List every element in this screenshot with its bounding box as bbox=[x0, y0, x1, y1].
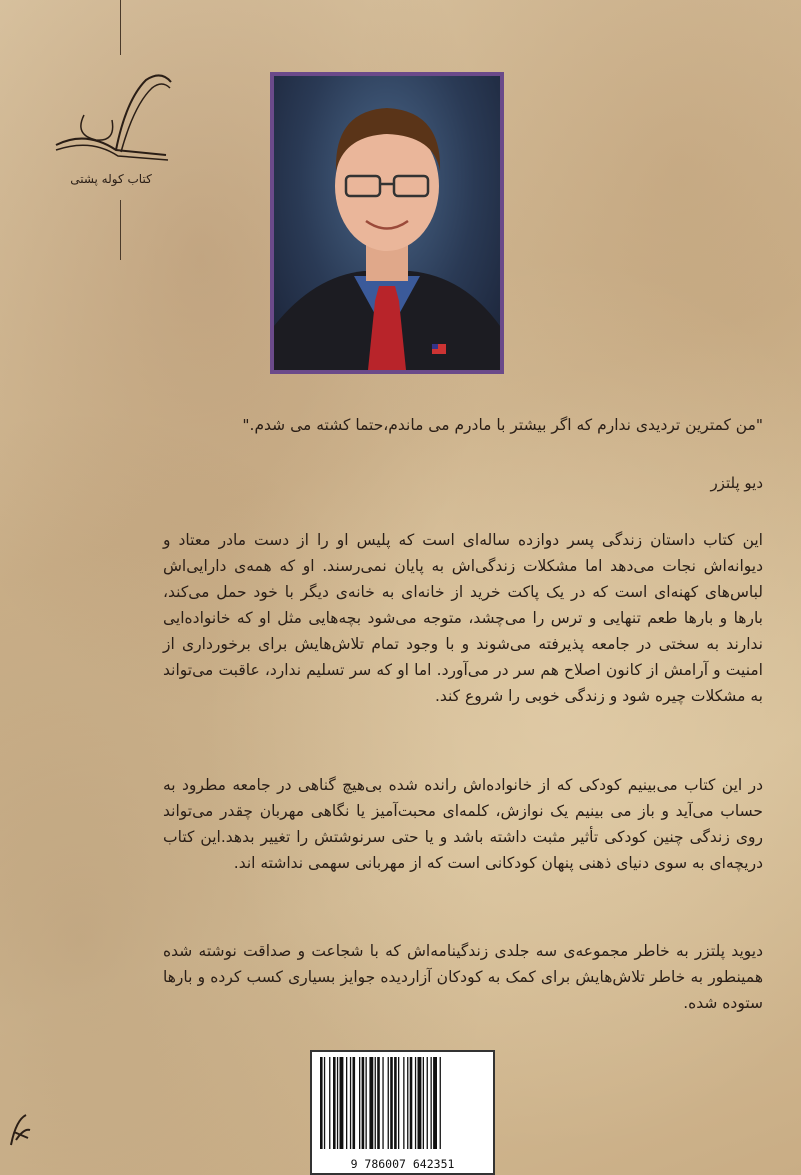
description-paragraph: این کتاب داستان زندگی پسر دوازده ساله‌ای است که پلیس او را از دست مادر معتاد و دیوانه‌اش نجات می‌دهد اما مشکلات زندگی‌اش به پایان نمی‌رسند. او که همه‌ی دارایی‌اش لباس‌های کهنه‌ای است که در یک پاکت خرید از خانه‌ای به خانه‌ی دیگر با خود حمل می‌کند، بارها و بارها طعم تنهایی و ترس را می‌چشد، متوجه می‌شود بچه‌هایی مثل او که خانواده‌ایی ندارند به سختی در جامعه پذیرفته می‌شوند و با وجود تمام تلاش‌هایش برای برخورداری از امنیت و آرامش از کانون اصلاح هم سر در می‌آورد. اما او که سر تسلیم ندارد، عاقبت می‌تواند به مشکلات چیره شود و زندگی خوبی را شروع کند. bbox=[163, 531, 763, 705]
author-photo-frame bbox=[270, 72, 504, 374]
publisher-name: کتاب کوله پشتی bbox=[70, 172, 152, 186]
isbn-number: 9 786007 642351 bbox=[350, 1157, 455, 1171]
description-paragraph: دیوید پلتزر به خاطر مجموعه‌ی سه جلدی زندگینامه‌اش که با شجاعت و صداقت نوشته شده همینطور به خاطر تلاش‌هایش برای کمک به کودکان آزاردیده جوایز بسیاری کسب کرده و بارها ستوده شده. bbox=[163, 942, 763, 1012]
publisher-logo bbox=[46, 60, 176, 200]
author-photo bbox=[274, 76, 500, 370]
author-name: دیو پلتزر bbox=[710, 474, 763, 492]
description-paragraph: در این کتاب می‌بینیم کودکی که از خانواده‌اش رانده شده بی‌هیچ گناهی در جامعه مطرود به حساب می‌آید و باز می بینیم یک نوازش، کلمه‌ای محبت‌آمیز یا نگاهی مهربان چقدر می‌تواند روی زندگی چنین کودکی تأثیر مثبت داشته باشد و یا حتی سرنوشتش را تغییر بدهد.این کتاب دریچه‌ای به سوی دنیای ذهنی پنهان کودکانی است که از مهربانی سهمی نداشته اند. bbox=[163, 776, 763, 872]
barcode bbox=[310, 1050, 495, 1175]
divider-line bbox=[120, 0, 121, 55]
divider-line bbox=[120, 200, 121, 260]
publisher-mark-icon bbox=[6, 1110, 36, 1150]
book-logo-icon bbox=[46, 60, 176, 170]
barcode-icon bbox=[318, 1057, 488, 1157]
quote-text: "من کمترین تردیدی ندارم که اگر بیشتر با مادرم می ماندم،حتما کشته می شدم." bbox=[242, 416, 763, 434]
